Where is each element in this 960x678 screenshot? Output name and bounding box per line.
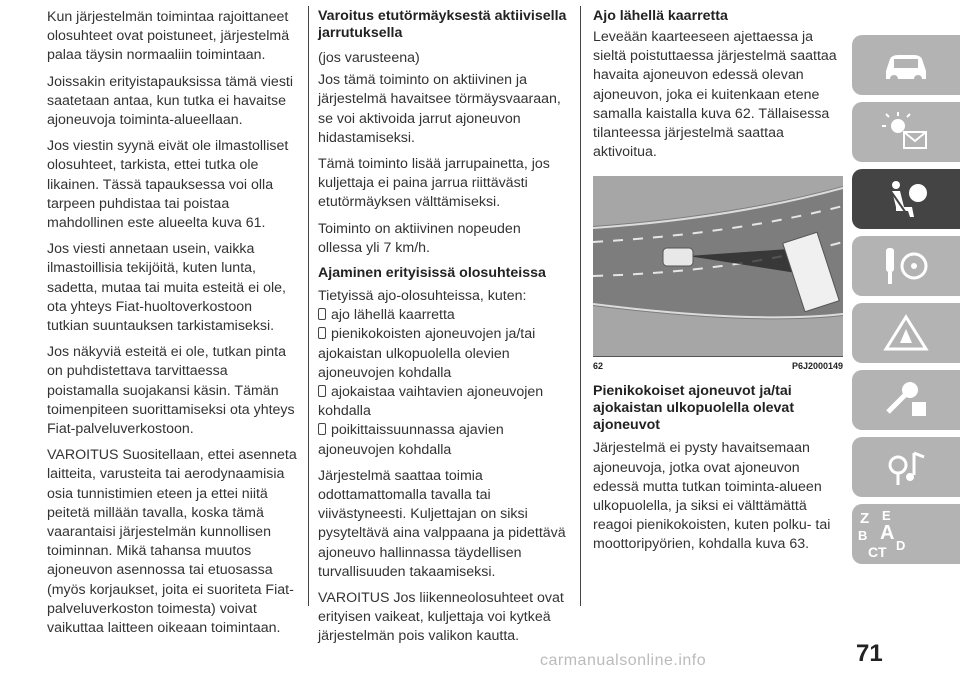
bullet-list bbox=[318, 306, 568, 460]
column-1 bbox=[47, 8, 297, 645]
paragraph: Jos viestin syynä eivät ole ilmastolliset olosuhteet, tarkista, ettei tutka ole likainen. Tässä tapauksessa voi olla tarpeen puhdistaa tai poistaa mahdollinen este alueelta kuva 61. bbox=[47, 138, 289, 232]
tab-starting-driving[interactable] bbox=[852, 236, 960, 296]
key-steering-icon bbox=[876, 244, 936, 288]
breakdown-icon bbox=[876, 311, 936, 355]
list-item: poikittaissuunnassa ajavien ajoneuvojen kohdalla bbox=[318, 422, 504, 458]
paragraph: Toiminto on aktiivinen nopeuden ollessa yli 7 km/h. bbox=[318, 220, 521, 256]
figure-caption bbox=[593, 356, 843, 375]
section-heading: Pienikokoiset ajoneuvot ja/tai ajokaistan ulkopuolella olevat ajoneuvot bbox=[593, 383, 795, 434]
tab-emergency[interactable] bbox=[852, 303, 960, 363]
tab-warning-lights[interactable] bbox=[852, 102, 960, 162]
airbag-seat-icon bbox=[876, 177, 936, 221]
heading-note: (jos varusteena) bbox=[318, 50, 420, 66]
multimedia-icon bbox=[876, 445, 936, 489]
paragraph: Järjestelmä ei pysty havaitsemaan ajoneuvoja, jotka ovat ajoneuvon edessä mutta tutkan toiminta-alueen ulkopuolella, ja siksi ei välttämättä reagoi pienikokoisten, kuten polku- tai moottoripyörien, kohdalla kuva 63. bbox=[593, 440, 831, 553]
column-3 bbox=[593, 8, 843, 562]
paragraph: Järjestelmä saattaa toimia odottamattomalla tavalla tai viivästyneesti. Kuljettajan on siksi pysyteltävä aina valppaana ja pidettävä ajoneuvo hallinnassa täydellisen turvallisuuden takaamiseksi. bbox=[318, 467, 566, 580]
tab-multimedia[interactable] bbox=[852, 437, 960, 497]
bullet-icon bbox=[318, 423, 326, 435]
watermark: carmanualsonline.info bbox=[540, 652, 707, 669]
index-letter: B bbox=[858, 528, 868, 543]
bullet-icon bbox=[318, 327, 326, 339]
section-heading: Varoitus etutörmäyksestä aktiivisella jarrutuksella bbox=[318, 8, 567, 41]
index-letter: Z bbox=[860, 510, 870, 527]
warning-paragraph: VAROITUS Jos liikenneolosuhteet ovat erityisen vaikeat, kuljettaja voi kytkeä järjestelmän pois valikon kautta. bbox=[318, 590, 564, 645]
section-heading: Ajaminen erityisissä olosuhteissa bbox=[318, 265, 546, 282]
page-number: 71 bbox=[856, 640, 883, 667]
curve-illustration bbox=[593, 176, 843, 356]
index-letter: E bbox=[882, 508, 891, 523]
paragraph: Tämä toiminto lisää jarrupainetta, jos kuljettaja ei paina jarrua riittävästi etutörmäyksen välttämiseksi. bbox=[318, 156, 550, 211]
figure-number: 62 bbox=[593, 360, 604, 371]
column-divider bbox=[308, 6, 309, 606]
section-heading: Ajo lähellä kaarretta bbox=[593, 8, 728, 24]
tab-index[interactable] bbox=[852, 504, 960, 564]
warning-lights-icon bbox=[876, 110, 936, 154]
maintenance-icon bbox=[876, 378, 936, 422]
list-item: ajo lähellä kaarretta bbox=[318, 306, 568, 325]
figure-code: P6J2000149 bbox=[791, 360, 843, 371]
bullet-icon bbox=[318, 385, 326, 397]
paragraph: Jos näkyviä esteitä ei ole, tutkan pinta on puhdistettava tarvittaessa poistamalla suojakansi käsin. Tämän toimenpiteen suorittamiseksi ota yhteys Fiat-palveluverkostoon. bbox=[47, 344, 295, 438]
paragraph: Leveään kaarteeseen ajettaessa ja sieltä poistuttaessa järjestelmä saattaa havaita ajoneuvon edessä olevan ajoneuvon, joka ei kuitenkaan etene samalla kaistalla kuva 62. Tällaisessa tilanteessa järjestelmä saattaa aktivoitua. bbox=[593, 29, 837, 161]
chapter-sidebar bbox=[852, 35, 960, 571]
list-item: ajokaistaa vaihtavien ajoneuvojen kohdalla bbox=[318, 384, 544, 420]
paragraph: Jos viesti annetaan usein, vaikka ilmastoillisia tekijöitä, kuten lunta, sadetta, mutaa tai muita esteitä ei ole, ota yhteys Fiat-huoltoverkostoon tutkian suuntauksen tarkistamiseksi. bbox=[47, 241, 286, 335]
index-letter: T bbox=[878, 544, 887, 560]
tab-safety[interactable] bbox=[852, 169, 960, 229]
tab-maintenance[interactable] bbox=[852, 370, 960, 430]
tab-car[interactable] bbox=[852, 35, 960, 95]
warning-paragraph: VAROITUS Suositellaan, ettei asenneta laitteita, varusteita tai aerodynaamisia osia tunnistimien eteen ja ettei niitä peitetä millään tavalla, koska tämä vaarantaisi järjestelmän kunnollisen toiminnan. Mikä tahansa muutos ajoneuvon asennossa tai etuosassa (myös korjaukset, joita ei suoriteta Fiat-palveluverkoston toimesta) voivat vaikuttaa laitteen oikeaan toimintaan. bbox=[47, 447, 297, 637]
paragraph: Tietyissä ajo-olosuhteissa, kuten: bbox=[318, 288, 527, 305]
paragraph: Jos tämä toiminto on aktiivinen ja järjestelmä havaitsee törmäysvaaraan, se voi aktivoida jarrut ajoneuvon hidastamiseksi. bbox=[318, 72, 561, 146]
list-item: pienikokoisten ajoneuvojen ja/tai ajokaistan ulkopuolella olevien ajoneuvojen kohdalla bbox=[318, 326, 536, 381]
road-curve-image bbox=[593, 176, 843, 356]
index-letter: A bbox=[880, 522, 895, 544]
column-2 bbox=[318, 8, 568, 654]
paragraph: Joissakin erityistapauksissa tämä viesti saatetaan antaa, kun tutka ei havaitse ajoneuvoja toiminta-alueellaan. bbox=[47, 73, 294, 129]
index-letter: C bbox=[868, 544, 879, 560]
index-letter: D bbox=[896, 538, 906, 553]
bullet-icon bbox=[318, 308, 326, 320]
column-divider bbox=[580, 6, 581, 606]
car-icon bbox=[876, 43, 936, 87]
paragraph: Kun järjestelmän toimintaa rajoittaneet olosuhteet ovat poistuneet, järjestelmä palaa täysin normaaliin toimintaan. bbox=[47, 9, 290, 64]
